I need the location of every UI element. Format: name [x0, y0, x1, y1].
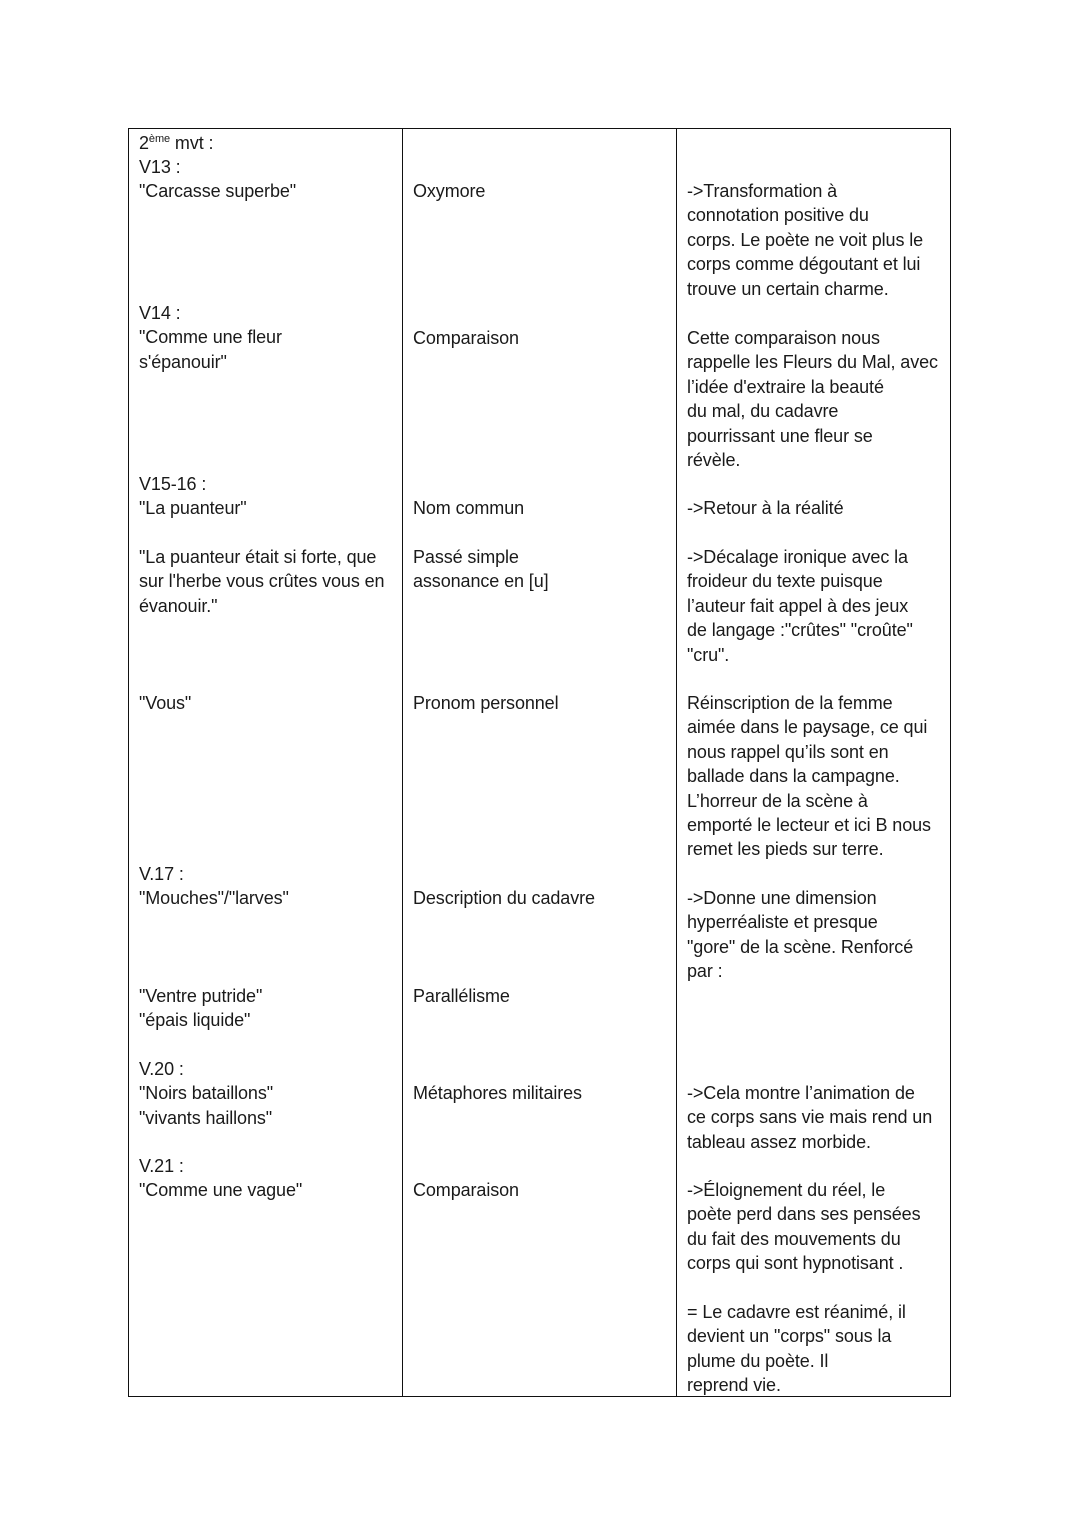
text-line: plume du poète. Il — [687, 1350, 829, 1371]
table-cell-interpretation — [687, 1178, 920, 1398]
table-cell-reference — [139, 691, 191, 715]
table-cell-device — [413, 1178, 519, 1202]
text-line: Métaphores militaires — [413, 1083, 582, 1103]
text-line: "Ventre putride" — [139, 986, 263, 1006]
text-line: de langage :"crûtes" "croûte" — [687, 620, 913, 641]
movement-superscript: ème — [148, 133, 171, 145]
table-cell-device — [413, 496, 524, 520]
text-line: Comparaison — [413, 1180, 519, 1200]
text-line: corps qui sont hypnotisant . — [687, 1253, 904, 1274]
text-line: ->Donne une dimension — [687, 888, 877, 908]
table-cell-interpretation — [687, 545, 913, 667]
table-cell-interpretation — [687, 1081, 932, 1154]
text-line: Oxymore — [413, 181, 486, 201]
table-cell-reference — [139, 1154, 302, 1203]
text-line: "Comme une fleur — [139, 327, 282, 348]
text-line — [687, 1276, 920, 1300]
text-line: "Carcasse superbe" — [139, 181, 297, 202]
table-cell-device — [413, 691, 559, 715]
table-cell-reference — [139, 155, 296, 204]
text-line: nous rappel qu’ils sont en — [687, 741, 889, 762]
text-line: L’horreur de la scène à — [687, 790, 868, 811]
text-line: assonance en [u] — [413, 571, 549, 592]
text-line: Passé simple — [413, 547, 519, 567]
table-cell-device — [413, 984, 510, 1008]
text-line: tableau assez morbide. — [687, 1131, 871, 1152]
analysis-table — [128, 128, 951, 1397]
text-line: s'épanouir" — [139, 351, 227, 372]
text-line: V.20 : — [139, 1059, 184, 1079]
text-line: hyperréaliste et presque — [687, 912, 878, 933]
text-line: "Noirs bataillons" — [139, 1083, 274, 1104]
text-line: ->Éloignement du réel, le — [687, 1180, 886, 1200]
text-line: "Vous" — [139, 693, 192, 713]
movement-label: mvt : — [170, 133, 214, 153]
text-line: ->Transformation à — [687, 181, 838, 201]
table-cell-reference — [139, 472, 247, 521]
text-line: Parallélisme — [413, 986, 510, 1006]
table-cell-device — [413, 179, 485, 203]
table-cell-interpretation — [687, 886, 913, 984]
text-line: trouve un certain charme. — [687, 278, 889, 299]
table-cell-interpretation — [687, 496, 843, 520]
text-line: l’idée d'extraire la beauté — [687, 376, 884, 397]
text-line: V14 : — [139, 303, 181, 323]
text-line: par : — [687, 961, 723, 982]
table-cell-device — [413, 886, 595, 910]
table-cell-interpretation — [687, 179, 923, 301]
text-line: poète perd dans ses pensées — [687, 1204, 921, 1225]
text-line: évanouir." — [139, 595, 218, 616]
text-line: V15-16 : — [139, 474, 207, 494]
text-line: corps comme dégoutant et lui — [687, 254, 921, 275]
text-line: du mal, du cadavre — [687, 401, 839, 422]
text-line: "La puanteur était si forte, que — [139, 547, 377, 567]
text-line: rappelle les Fleurs du Mal, avec — [687, 352, 938, 373]
text-line: reprend vie. — [687, 1375, 781, 1396]
table-cell-reference — [139, 545, 384, 618]
text-line: Nom commun — [413, 498, 525, 518]
text-line: "cru". — [687, 644, 730, 665]
table-cell-reference — [139, 984, 262, 1033]
text-line: V13 : — [139, 157, 181, 177]
text-line: ->Retour à la réalité — [687, 498, 844, 518]
table-cell-reference — [139, 862, 289, 911]
text-line: "épais liquide" — [139, 1010, 251, 1031]
table-cell-interpretation — [687, 691, 931, 862]
text-line: remet les pieds sur terre. — [687, 839, 884, 860]
movement-number: 2 — [139, 133, 149, 153]
text-line: "vivants haillons" — [139, 1107, 273, 1128]
text-line: Description du cadavre — [413, 888, 595, 908]
text-line: ->Cela montre l’animation de — [687, 1083, 915, 1103]
text-line: révèle. — [687, 450, 741, 471]
text-line: "La puanteur" — [139, 498, 247, 519]
table-cell-device — [413, 1081, 582, 1105]
text-line: Cette comparaison nous — [687, 328, 880, 348]
table-cell-reference — [139, 301, 282, 374]
text-line: "gore" de la scène. Renforcé — [687, 936, 914, 957]
text-line: ce corps sans vie mais rend un — [687, 1107, 933, 1128]
text-line: Réinscription de la femme — [687, 693, 893, 713]
text-line: froideur du texte puisque — [687, 571, 883, 592]
text-line: l’auteur fait appel à des jeux — [687, 595, 909, 616]
text-line: emporté le lecteur et ici B nous — [687, 815, 931, 836]
movement-heading — [139, 131, 213, 155]
text-line: "Comme une vague" — [139, 1180, 303, 1201]
text-line: ballade dans la campagne. — [687, 766, 900, 787]
text-line: ->Décalage ironique avec la — [687, 547, 908, 567]
text-line: Pronom personnel — [413, 693, 559, 713]
text-line: V.17 : — [139, 864, 184, 884]
text-line: sur l'herbe vous crûtes vous en — [139, 571, 385, 592]
text-line: connotation positive du — [687, 205, 869, 226]
text-line: devient un "corps" sous la — [687, 1326, 892, 1347]
text-line: "Mouches"/"larves" — [139, 888, 289, 909]
column-divider — [402, 129, 403, 1396]
table-cell-reference — [139, 1057, 273, 1130]
text-line: Comparaison — [413, 328, 519, 348]
column-divider — [676, 129, 677, 1396]
table-cell-device — [413, 326, 519, 350]
text-line: du fait des mouvements du — [687, 1228, 901, 1249]
table-cell-interpretation — [687, 326, 938, 472]
text-line: = Le cadavre est réanimé, il — [687, 1302, 906, 1323]
text-line: corps. Le poète ne voit plus le — [687, 229, 924, 250]
text-line: pourrissant une fleur se — [687, 425, 873, 446]
text-line: aimée dans le paysage, ce qui — [687, 717, 928, 738]
text-line: V.21 : — [139, 1156, 184, 1176]
table-cell-device — [413, 545, 549, 594]
